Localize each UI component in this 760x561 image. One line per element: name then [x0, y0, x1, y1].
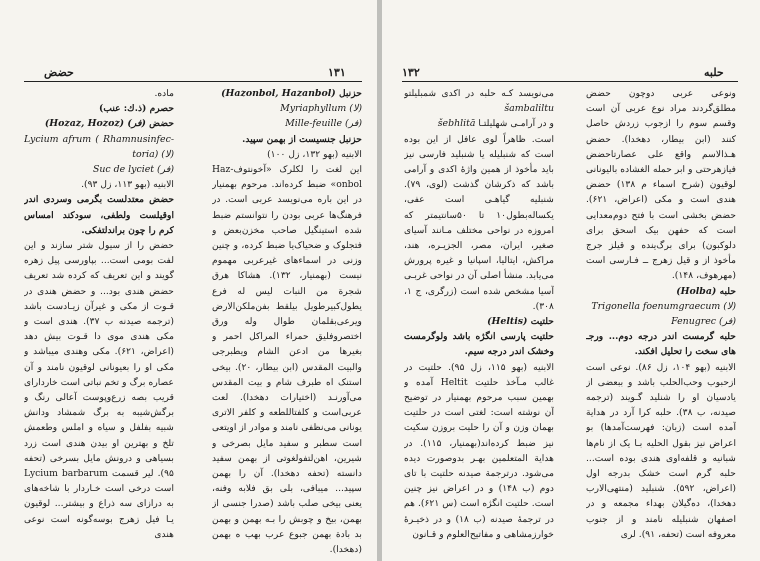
paragraph-text: الابنیه (بهو ۱۰۴، زل ۸۶). نوعی است ازحبوب وحب‌الحلب باشد و ببعضی از یادسیان او را شنلید گـویند (ترجمه صیدنه، ب ۳۸). حلبه کرا آرد در هدایة آمده است (زبان: فهرست‌آمدها) بو اعراض نیز بقول الحلیه بـا یک از نام‌ها شبانیه و قلفه‌اوی هندی بوده‌ است... حلبه گرم است خشک بدرجه اول (اعراض، ۵۹۲). شنبلید (منتهی‌الارب دهخدا)، ده‌گیلان بهداء مجمعه و در اصفهان شنبلیله نامند و از جنوب معروفه است (تحفه، ۹۱). لری: [586, 361, 736, 540]
text-paragraph: [212, 116, 362, 131]
text-paragraph: [24, 132, 174, 162]
paragraph-text: الابنیه (بهو ۱۱۵، زل ۹۵). حلتیت در غالب مـآخذ حلتیت Heltit آمده و بهمین سبب مرحوم بهمنیار در توضیح آن نوشته است: لغتی است در حلتیت بهمان وزن و آن را حلیت بروزن سکیت نیز ضبط کرده‌اند(بهمنیار، ۱۱۵). در هدایة‌ المتعلمین بهـر بدوصورت دیده می‌شود. درترجمة صیدنه حلتیت با تای دوم (ب ۱۴۸) و در اعراض نیز چنین است. حلتیت انگژه است (س ۶۲۱). هم در ترجمهٔ صیدنه (ب ۱۸) و در ذخیـرهٔ خوارزمشاهی و مفاتیح‌العلوم و قـانون: [404, 361, 554, 540]
text-paragraph: [24, 238, 174, 542]
latin-term: Myriaphyllum (لا): [280, 103, 362, 115]
text-paragraph: [212, 147, 362, 162]
text-column-left: [404, 86, 554, 556]
text-column-right: [586, 86, 736, 556]
text-paragraph: [24, 192, 174, 238]
text-paragraph: [586, 314, 736, 329]
paragraph-text: الابنیه (بهو ۱۳۲، زل ۱۰۰): [267, 148, 362, 160]
paragraph-text: ونوعی عربی دوچون حضض مطلق‌گردند مراد نوع عربی آن است وقسم سوم را ازجوب زردش حاصل کنند (ابن بیطار، دهخدا). حضض هـذالاسم واقع علی عصارتاحضض فیازهرحتی و ابر حمله الغشاده بالیونانی لوقیون (شرح اسماء م ۱۳۸) حضض هندی است و مکی (اعراض، ۶۲۱). حضض بخشی است با فتح دوم‌معدایی است که حفهن‌ بیک اسحق برای دلوکبون) برای برگ‌ینده و قیلز جرج مأخوذ از و قیل زهرج ــ فـارسی است (مهرهوف، ۱۴۸).: [586, 88, 736, 282]
latin-term: šambalilt‌u: [504, 103, 554, 115]
right-page: [382, 0, 760, 561]
text-column-right: [212, 86, 362, 556]
text-paragraph: [24, 101, 174, 116]
text-paragraph: [24, 86, 174, 101]
paragraph-text: حصرم (ذ.ك: عنب): [98, 103, 174, 115]
text-paragraph: [586, 360, 736, 542]
paragraph-text: ماده.: [154, 88, 174, 99]
running-head-title: حضض: [44, 66, 74, 79]
paragraph-text: حلتیت: [530, 316, 554, 328]
paragraph-text: حزنبل جنسیست از بهمن سپید.: [242, 133, 362, 145]
text-paragraph: [404, 116, 554, 131]
text-paragraph: [404, 360, 554, 542]
paragraph-text: است. ظاهراً لوی عافل از این بوده است که شنبلیله یا شنبلید فارسی نیز باید مأخوذ از همین واژهٔ اکدی و آرامی باشد که ذکرشان گذشت (لوی، ۷۹). شنبلیه گیاهـی است عفی، یکساله‌بطول۱۰ تا ۵۰سانتیمتر که امروزه در نواحی مختلف مـانند آسیای صغیر، ایران، مصر، الجزیـره، هند، مراکش، ایتالیا، اسپانیا و غیره پرورش می‌یابد. منشأ اصلی آن در نواحی غربـی آسیا مشخص شده است (زرگری، ج ۱، ۳۰۸).: [404, 133, 554, 312]
latin-term: Lycium afrum ( Rhamnusinfec-toria) (لا): [24, 133, 174, 160]
paragraph-text: حضض را از سیول شتر سازند و این لفت بومی است... بپاورسی پیل‌ زهره گویند و این تعریف که کرده شد تعریف حضض هندی بود... و حضض هندی در قـوت از مکی و غیرآن زیـادست باشد (ترجمه صیدنه ب ۳۷). هندی است و مکی هندی موی دا قـوت بیش دهد (اعراض، ۶۲۱). مکی وهندی میباشد و مکی او را بعیونانی لوقیون نامند و آن عصاره برگ و تخم نباتی است خاردارای قریب بصه زرع‌وپوست‌ آعالی رنگ و برگش‌شیبه‌ به‌ برگ‌ شمشاد ودانش شبیه بفلفل و سیاه و املس وطعمش تلخ و بهترین او بیدن‌ هندی است زرد بسیاهی و درونش مایل بسرخی (تحفه ۹۵). لیر قسمت Lycium barbarum است درخی است خـاردار با شاخه‌های به درازای سه ذراع و بیشتر... لوقیون یـا فیل زهرج بوسه‌گونه است نوعی هندی: [24, 240, 174, 540]
text-paragraph: [212, 162, 362, 556]
text-paragraph: [404, 132, 554, 314]
paragraph-text: حضض: [149, 118, 174, 130]
left-page: [0, 0, 378, 561]
text-paragraph: [24, 162, 174, 177]
paragraph-text: الابنیه (بهو ۱۱۳، زل ۹۳).: [81, 179, 174, 191]
latin-term: (Hozaz, Hozoz) (فر): [44, 118, 146, 130]
paragraph-text: و در آرامـی شهلیلتـا: [478, 118, 554, 130]
latin-term: Mille-feuille (فر): [285, 118, 362, 130]
latin-term: (Heltis): [487, 316, 528, 328]
latin-term: šebhlitā: [437, 118, 476, 130]
text-paragraph: [586, 299, 736, 314]
text-paragraph: [24, 116, 174, 131]
text-paragraph: [586, 284, 736, 299]
latin-term: (Hazonbol, Hazanbol): [221, 88, 336, 99]
latin-term: Fenugrec (فر): [671, 316, 736, 328]
page-number: ۱۳۱: [328, 66, 346, 79]
paragraph-text: حلبه: [719, 285, 736, 297]
paragraph-text: حزنبل: [338, 88, 362, 99]
text-paragraph: [212, 86, 362, 101]
text-paragraph: [586, 329, 736, 359]
text-paragraph: [404, 314, 554, 329]
text-paragraph: [404, 329, 554, 359]
header-rule: [402, 81, 738, 82]
paragraph-text: می‌نویسد کـه حلبه در اکدی شمبلیلتو: [404, 88, 554, 99]
paragraph-text: این لغت را لکلرک «آخونتوف-Haz onbol» ضبط کرده‌اند. مرحوم بهمنیار در این باره می‌نویسد عربی است. در فرهنگ‌ها عربی بودن را نتوانستم ضبط شده استینگیل صاحب مخزن‌بعض و فتجلوک و ضحیاک‌یا ضبط کرده، و چنین وزنی در اسماء‌های غیرعربی مهموم نیست (بهمنیار، ۱۳۲). هشاکا هرق شجرة من النبات لیس له فرع یطول‌کبیرطویل بیلقط‌ بفن‌ملکن‌الارض ویرعی‌بقلمان‌ طوال وله ورق‌ اختصروفلیق‌ حمراء‌ المراکل‌ احمر و بغیرها من‌ ادعن‌ الشام‌ ویطبرجی‌ والبیت‌ المقدس (ابن بیطار، ۲۰). بیخی استنک‌ اه‌ طبرف‌ شام‌ و بیت‌ المقدس می‌آورنـد (اختیارات دهخدا). لعت عربی‌است و کلفتاللطعه‌ و کلفر الاتری یونانی می‌نظفی نامند و موادر از اویتعی است سطبر و سفید مایل بصرخی و شیرین، اهن‌لتفولغوتی از بهمن سفید دانسته (تحفه دهخدا). آن را بهمن سپید... میبافی، بلی بق فلابه وفنه، یعنی بیخی صلب باشد (صدرا جنسی از بهمن، بیخ و چوبش را بـه بهمن و بهمن بد بادة بهمن جبوع عرب‌ بهب ه بهمن (دهخدا).: [212, 164, 362, 556]
latin-term: (Holba): [676, 285, 717, 297]
text-paragraph: [24, 177, 174, 192]
latin-term: Suc de lyciet (فر): [92, 164, 174, 176]
page-number: ۱۳۲: [402, 66, 420, 79]
paragraph-text: حضض معتدلست بگرمی وسردی اندر اوقیلست ولطفی، سودکند امساس کرم را چون براندلتفکی.: [24, 194, 174, 236]
text-paragraph: [212, 132, 362, 147]
text-paragraph: [586, 86, 736, 284]
text-paragraph: [212, 101, 362, 116]
paragraph-text: حلبه گرمست اندر درجه دوم... ورجـ هاى سخت را تحلیل افکند.: [586, 331, 736, 358]
text-column-left: [24, 86, 174, 556]
latin-term: Trigonella foenumgraecum (لا): [591, 300, 736, 312]
text-paragraph: [404, 86, 554, 116]
header-rule: [24, 81, 362, 82]
paragraph-text: حلتیت پارسی انگژه باشد ولوگرمست وخشک اندر درجه سیم.: [404, 331, 554, 358]
running-head-title: حلبه: [704, 66, 724, 79]
